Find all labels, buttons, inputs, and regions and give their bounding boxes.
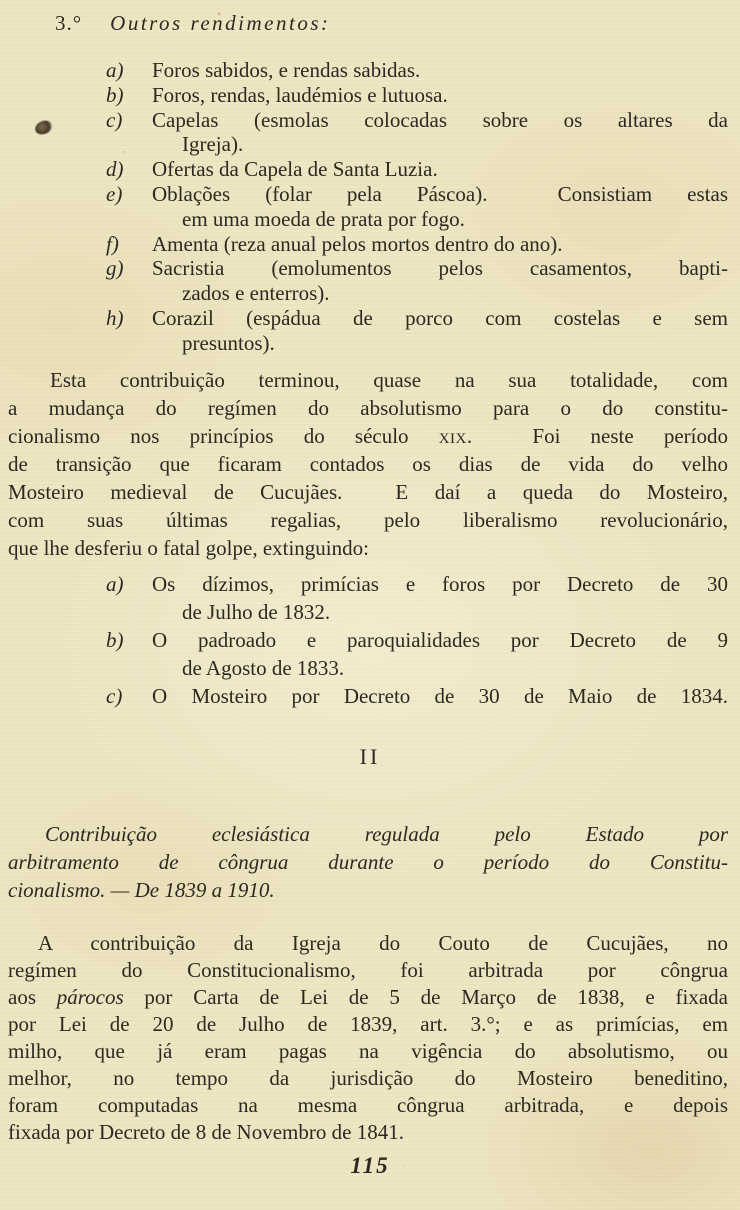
text-line: Mosteiro medieval de Cucujães. E daí a queda do Mosteiro, — [8, 479, 728, 504]
item-label: a) — [106, 571, 124, 596]
list-item — [106, 570, 728, 626]
list-item — [106, 626, 728, 682]
text-line: de Julho de 1832. — [182, 599, 331, 624]
text-line: regímen do Constitucionalismo, foi arbitrada por côngrua — [8, 957, 728, 982]
text-line: presuntos). — [182, 330, 275, 355]
item-text — [152, 626, 728, 682]
item-text — [152, 306, 728, 356]
text-line: fixada por Decreto de 8 de Novembro de 1841. — [8, 1119, 404, 1144]
item-text — [152, 58, 728, 83]
text-line: Ofertas da Capela de Santa Luzia. — [152, 157, 438, 182]
list-item — [106, 306, 728, 356]
heading-title: Outros rendimentos: — [110, 11, 331, 35]
text-line: que lhe desferiu o fatal golpe, extinguindo: — [8, 535, 369, 560]
text-line: Igreja). — [182, 132, 244, 157]
text-line: a mudança do regímen do absolutismo para o do constitu- — [8, 395, 728, 420]
section-2-heading: II — [359, 743, 381, 769]
paragraph-congrua — [8, 930, 728, 1146]
text-line: Contribuição eclesiástica regulada pelo Estado por — [45, 821, 728, 846]
item-label: f) — [106, 231, 119, 256]
text-line: Sacristia (emolumentos pelos casamentos, bapti- — [152, 256, 728, 281]
text-line: Foros sabidos, e rendas sabidas. — [152, 58, 421, 82]
list-item — [106, 157, 728, 182]
item-label: b) — [106, 627, 124, 652]
text-line: Foros, rendas, laudémios e lutuosa. — [152, 82, 448, 107]
text-line: cionalismo. — De 1839 a 1910. — [8, 877, 275, 902]
text-line: Oblações (folar pela Páscoa). Consistiam estas — [152, 181, 728, 206]
text-line: por Lei de 20 de Julho de 1839, art. 3.°; e as primícias, em — [8, 1011, 728, 1036]
item-text — [152, 256, 728, 306]
text-line: Esta contribuição terminou, quase na sua totalidade, com — [50, 367, 728, 392]
list-item — [106, 108, 728, 158]
text-line: aos párocos por Carta de Lei de 5 de Março de 1838, e fixada — [8, 984, 728, 1009]
text-line: de transição que ficaram contados os dias de vida do velho — [8, 451, 728, 476]
text-line: Os dízimos, primícias e foros por Decreto de 30 — [152, 571, 728, 596]
list-item — [106, 83, 728, 108]
item-text — [152, 682, 728, 710]
text-line: com suas últimas regalias, pelo liberalismo revolucionário, — [8, 507, 728, 532]
item-label: b) — [106, 82, 124, 107]
text-line: arbitramento de côngrua durante o período do Constitu- — [8, 849, 728, 874]
page-number: 115 — [350, 1152, 390, 1178]
text-line: foram computadas na mesma côngrua arbitrada, e depois — [8, 1092, 728, 1117]
text-line: Capelas (esmolas colocadas sobre os altares da — [152, 107, 728, 132]
text-line: zados e enterros). — [182, 281, 330, 306]
item-label: c) — [106, 683, 123, 708]
text-line: cionalismo nos princípios do século xix. Foi neste período — [8, 423, 728, 448]
text-line: A contribuição da Igreja do Couto de Cucujães, no — [38, 930, 728, 955]
text-line: Corazil (espádua de porco com costelas e sem — [152, 305, 728, 330]
item-text — [152, 108, 728, 158]
list-item — [106, 256, 728, 306]
text-line: Amenta (reza anual pelos mortos dentro do ano). — [152, 231, 563, 256]
item-label: c) — [106, 107, 123, 132]
decree-list — [106, 570, 728, 710]
text-line: em uma moeda de prata por fogo. — [182, 206, 465, 231]
list-item — [106, 58, 728, 83]
item-label: e) — [106, 181, 123, 206]
item-label: d) — [106, 157, 124, 182]
text-line: milho, que já eram pagas na vigência do absolutismo, ou — [8, 1038, 728, 1063]
list-item — [106, 232, 728, 257]
item-text — [152, 182, 728, 232]
heading-number: 3.° — [55, 11, 83, 35]
other-income-list — [106, 58, 728, 356]
item-label: h) — [106, 305, 124, 330]
paragraph-section-2-lead — [8, 820, 728, 904]
text-line: O padroado e paroquialidades por Decreto de 9 — [152, 627, 728, 652]
item-text — [152, 157, 728, 182]
item-text — [152, 83, 728, 108]
text-line: melhor, no tempo da jurisdição do Mosteiro beneditino, — [8, 1065, 728, 1090]
list-item — [106, 182, 728, 232]
item-text — [152, 232, 728, 257]
ink-blot — [34, 119, 53, 135]
item-text — [152, 570, 728, 626]
item-label: a) — [106, 58, 124, 82]
paragraph-end-of-contribution — [8, 366, 728, 562]
section-3-heading — [55, 10, 728, 36]
list-item — [106, 682, 728, 710]
text-line: O Mosteiro por Decreto de 30 de Maio de 1834. — [152, 683, 728, 708]
item-label: g) — [106, 256, 124, 281]
text-line: de Agosto de 1833. — [182, 655, 345, 680]
